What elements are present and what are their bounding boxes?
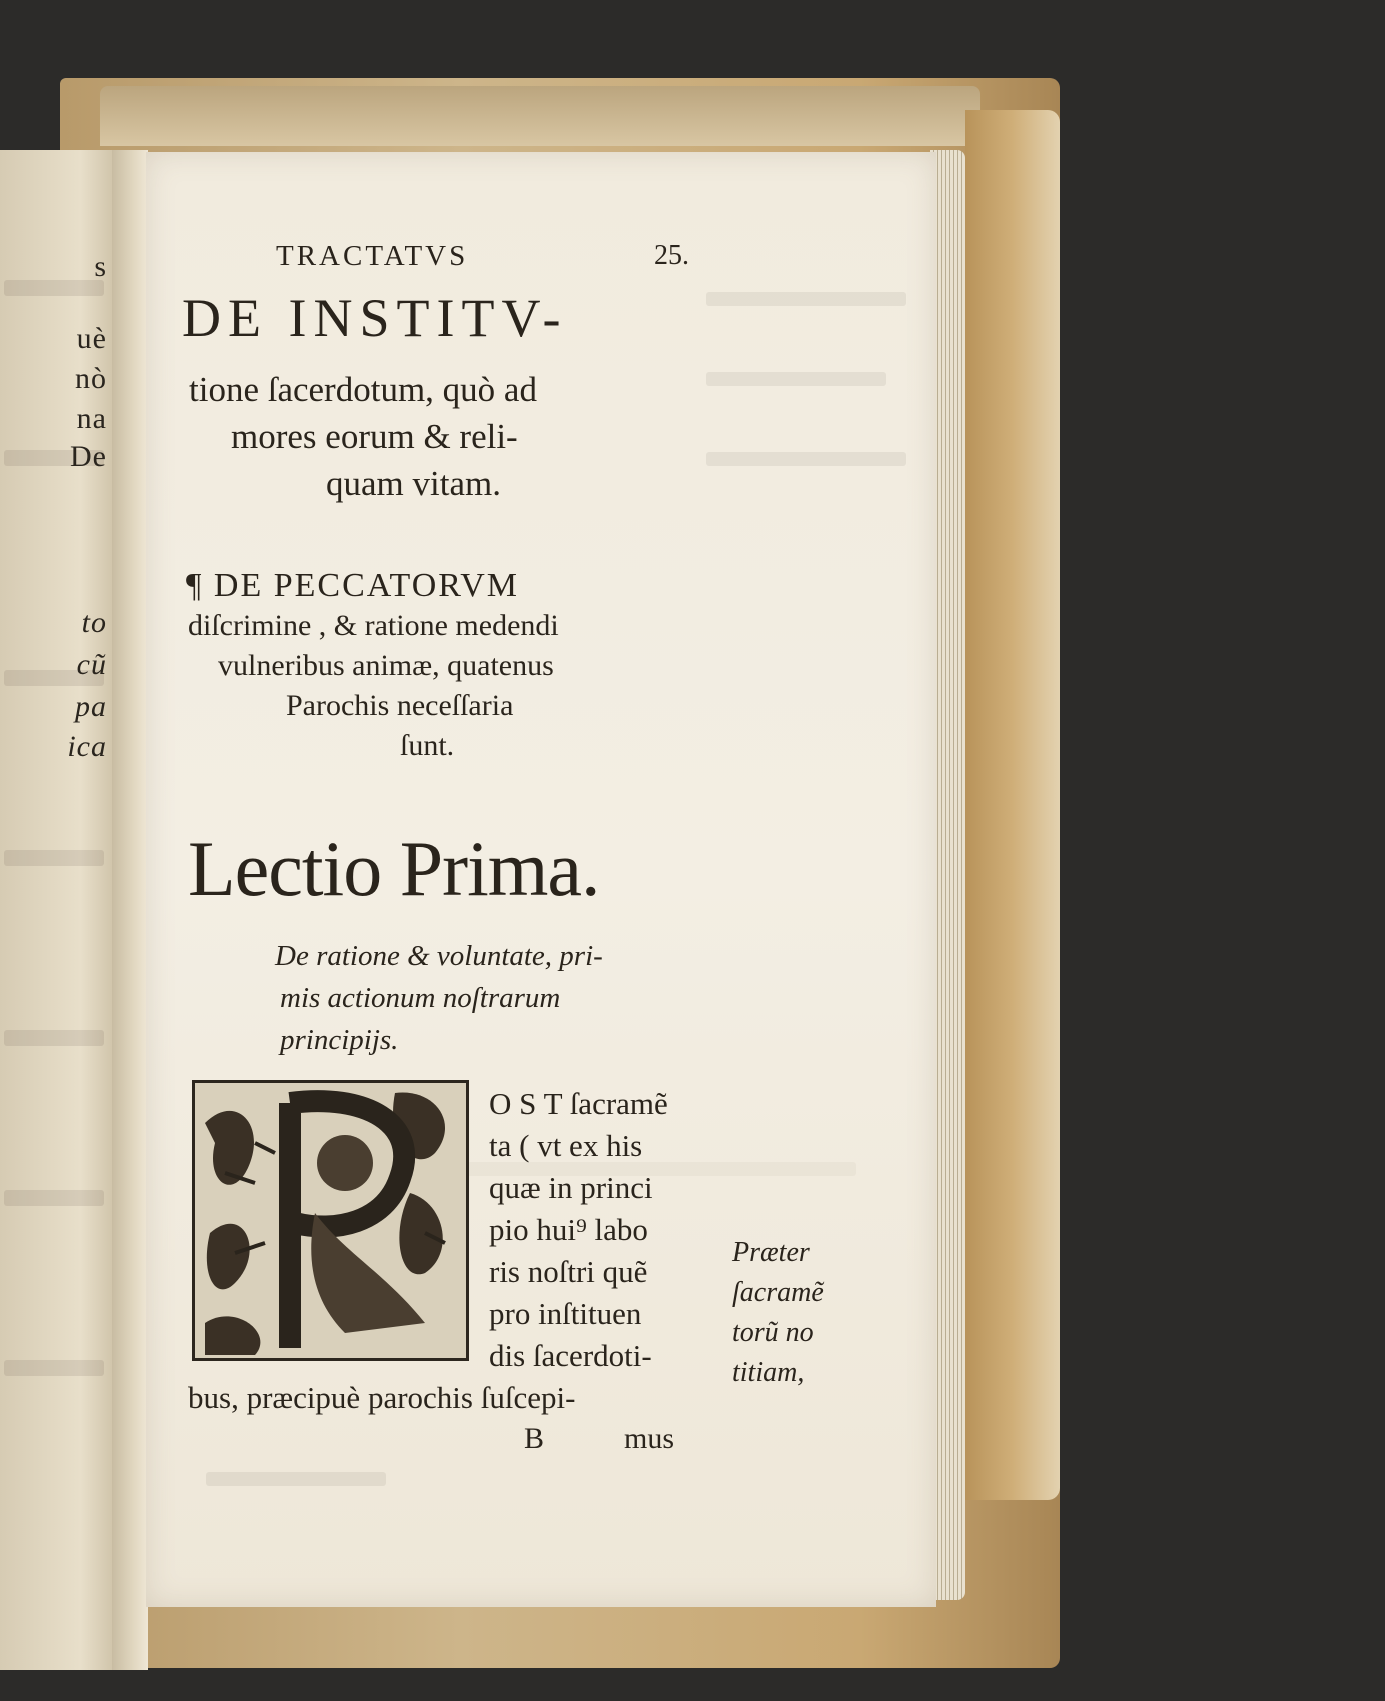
chapter-summary-line: mis actionum noſtrarum: [280, 982, 561, 1014]
body-line: dis ſacerdoti-: [489, 1338, 652, 1373]
left-page-fragment: nò: [75, 362, 107, 395]
marginal-note-line: torũ no: [732, 1317, 814, 1348]
show-through: [706, 372, 886, 386]
signature-mark: B: [524, 1422, 545, 1455]
show-through: [4, 1190, 104, 1206]
title-line: DE INSTITV-: [182, 288, 568, 348]
page-number: 25.: [654, 240, 689, 271]
left-page: [0, 150, 115, 1670]
binding-top-edge: [100, 86, 980, 146]
left-page-fragment: to: [81, 606, 107, 639]
chapter-summary-line: principijs.: [280, 1024, 399, 1056]
catchword: mus: [624, 1422, 675, 1455]
body-line: ta ( vt ex his: [489, 1128, 643, 1163]
show-through: [4, 1030, 104, 1046]
chapter-summary-line: De ratione & voluntate, pri-: [275, 940, 603, 972]
left-page-fragment: De: [70, 440, 107, 473]
show-through: [4, 1360, 104, 1376]
show-through: [206, 1472, 386, 1486]
gutter: [112, 150, 148, 1670]
lesson-heading: Lectio Prima.: [188, 825, 600, 912]
show-through: [706, 292, 906, 306]
right-page: [146, 152, 936, 1607]
binding-fore-edge: [965, 110, 1060, 1500]
marginal-note-line: ſacramẽ: [732, 1277, 824, 1308]
title-line: mores eorum & reli-: [231, 417, 518, 456]
left-page-fragment: uè: [76, 322, 107, 355]
show-through: [4, 280, 104, 296]
body-line: bus, præcipuè parochis ſuſcepi-: [188, 1380, 576, 1415]
running-head: TRACTATVS: [276, 240, 469, 272]
left-page-fragment: ica: [67, 730, 107, 763]
left-page-fragment: cũ: [76, 648, 107, 681]
section-heading-line: vulneribus animæ, quatenus: [218, 649, 554, 682]
section-heading-line: Parochis neceſſaria: [286, 689, 514, 722]
marginal-note-line: Præter: [732, 1237, 810, 1268]
woodcut-initial-art: [195, 1083, 466, 1358]
show-through: [4, 850, 104, 866]
body-line: O S T ſacramẽ: [489, 1086, 668, 1121]
left-page-fragment: s: [94, 250, 107, 283]
title-line: quam vitam.: [326, 464, 501, 503]
body-line: ris noſtri quẽ: [489, 1254, 648, 1289]
title-line: tione ſacerdotum, quò ad: [189, 370, 537, 409]
section-heading-line: diſcrimine , & ratione medendi: [188, 609, 559, 642]
section-heading-line: ſunt.: [400, 729, 455, 762]
body-line: pio hui⁹ labo: [489, 1212, 648, 1247]
body-line: pro inſtituen: [489, 1296, 642, 1331]
left-page-fragment: na: [76, 402, 107, 435]
section-heading: ¶ DE PECCATORVM: [186, 567, 519, 604]
marginal-note-line: titiam,: [732, 1357, 805, 1388]
woodcut-initial: [192, 1080, 469, 1361]
body-line: quæ in princi: [489, 1170, 653, 1205]
show-through: [706, 452, 906, 466]
left-page-fragment: pa: [75, 690, 107, 723]
